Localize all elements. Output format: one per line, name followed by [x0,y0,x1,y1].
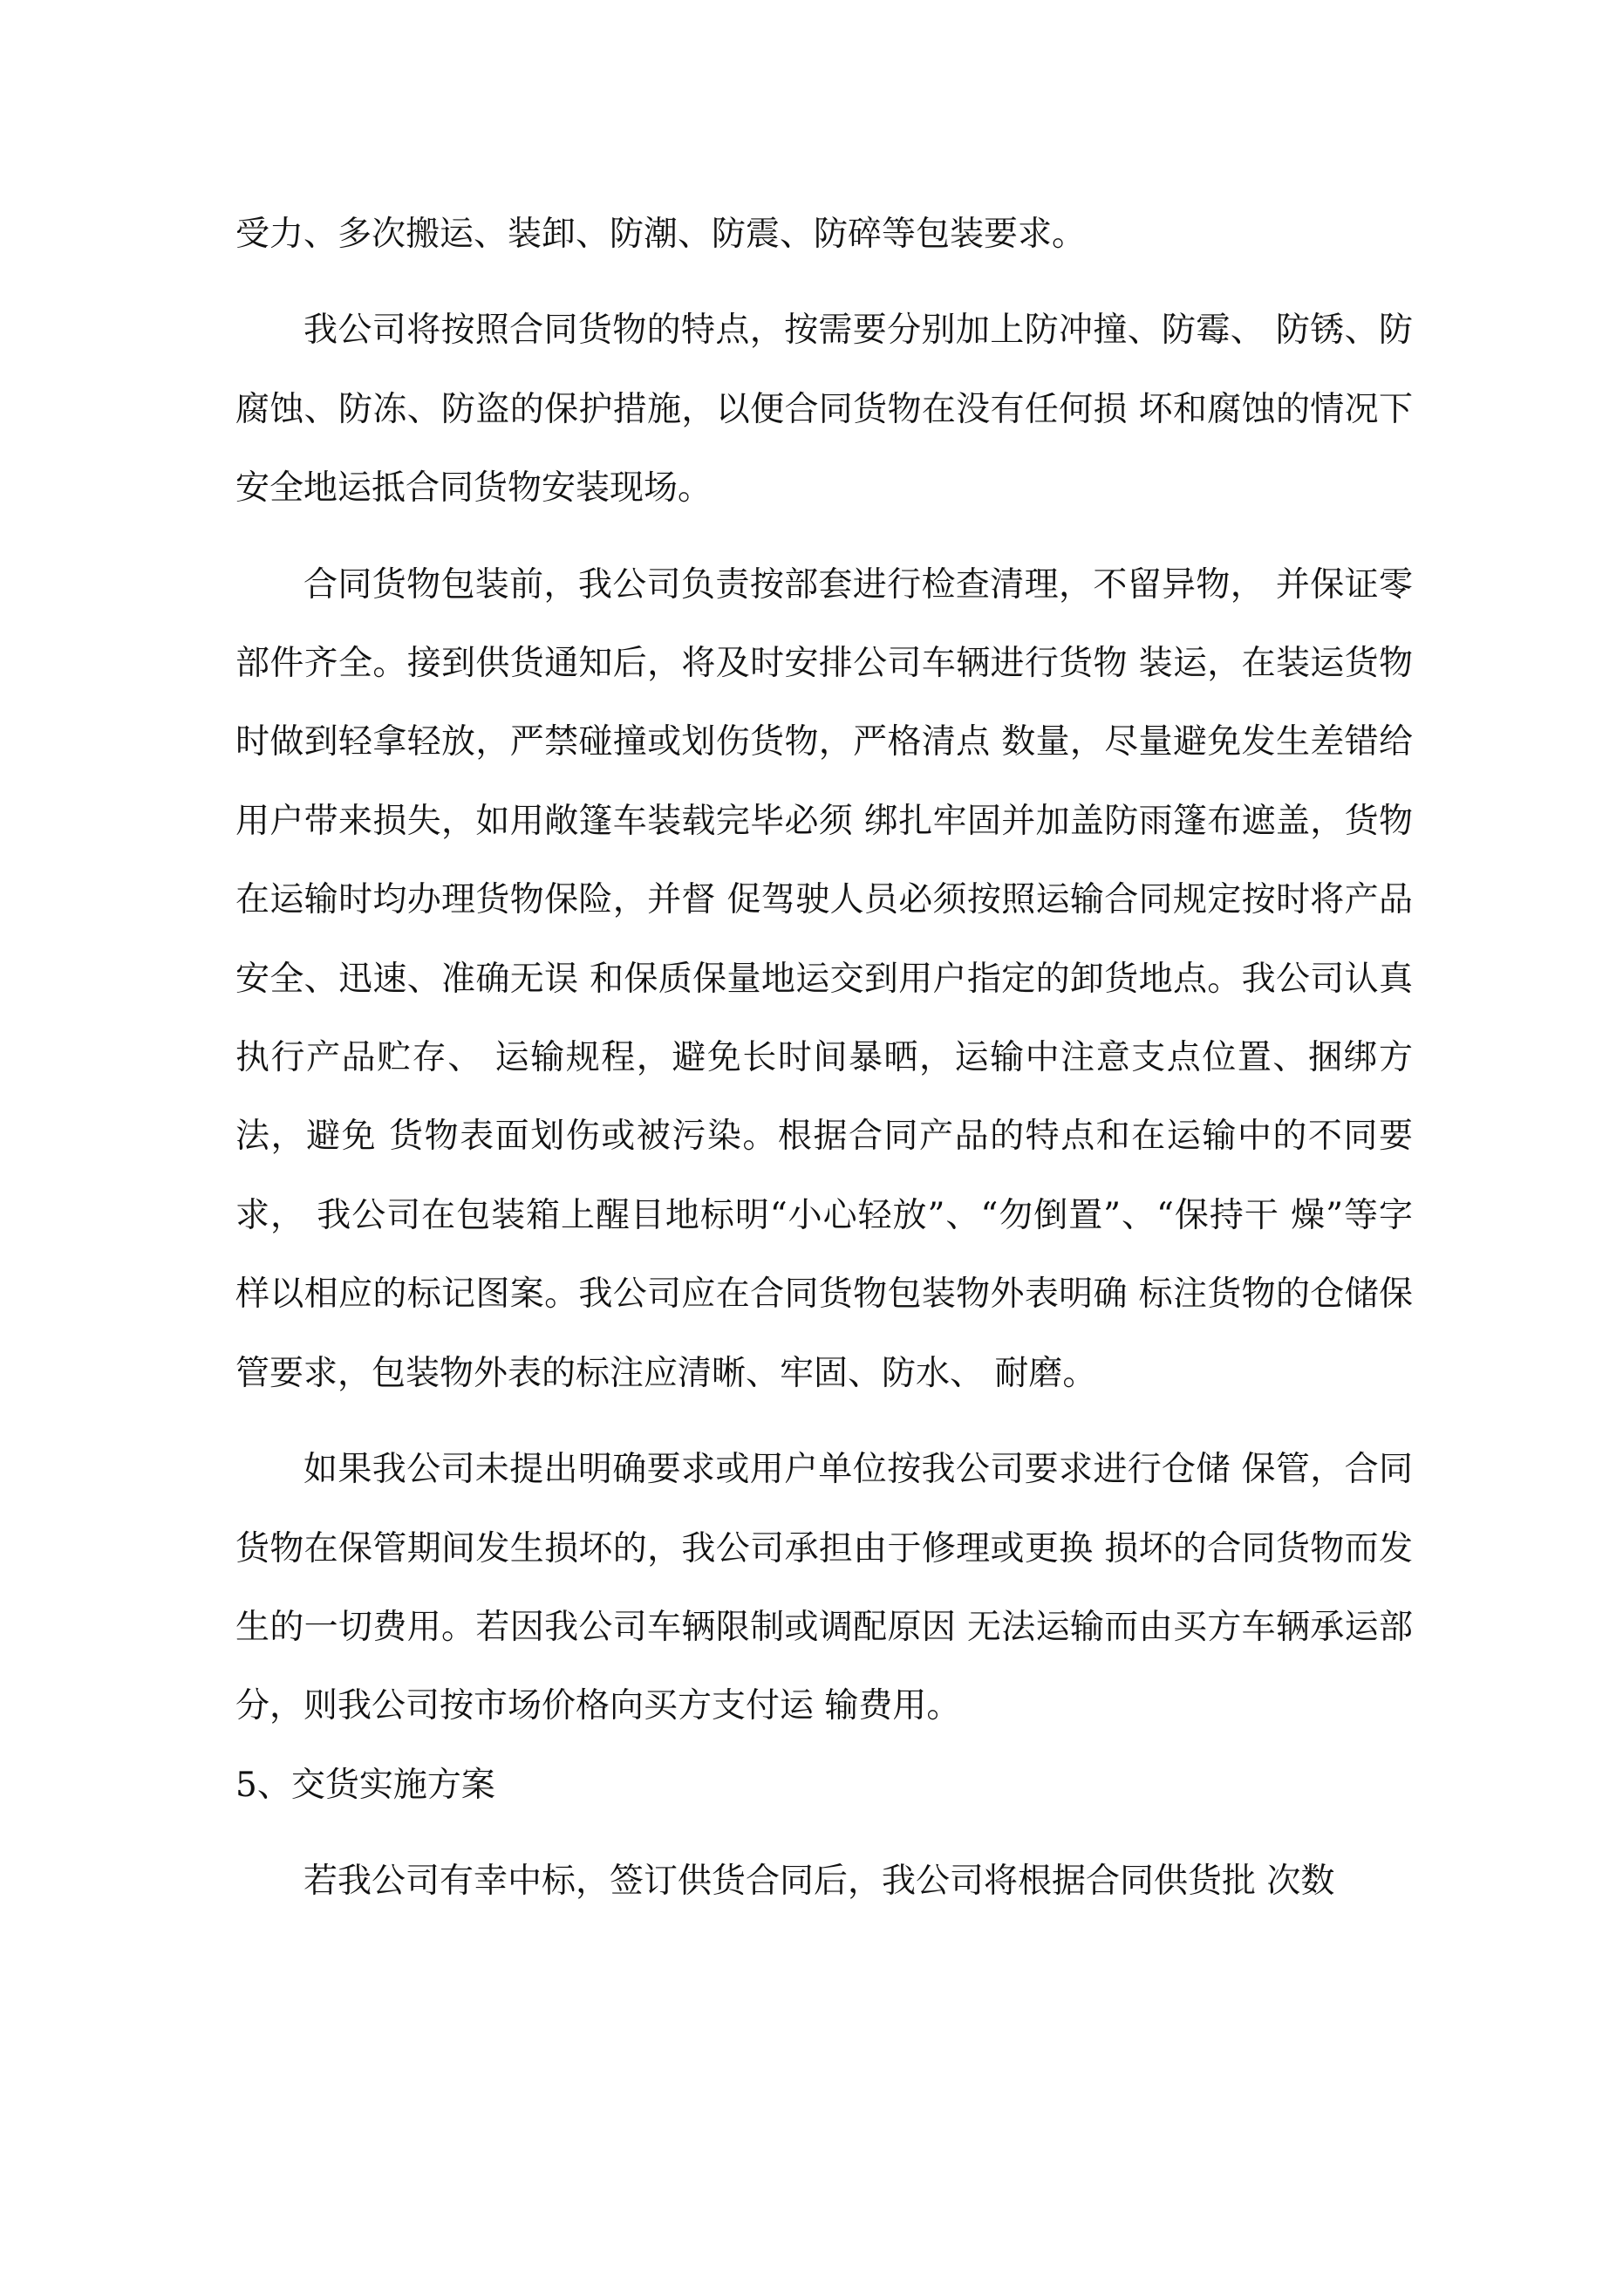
paragraph-protection-measures: 我公司将按照合同货物的特点，按需要分别加上防冲撞、防霉、 防锈、防腐蚀、防冻、防盗的保护措施，以便合同货物在没有任何损 坏和腐蚀的情况下安全地运抵合同货物安装现场。 [235,311,1413,509]
paragraph-storage-liability: 如果我公司未提出明确要求或用户单位按我公司要求进行仓储 保管，合同货物在保管期间发生损坏的，我公司承担由于修理或更换 损坏的合同货物而发生的一切费用。若因我公司车辆限制或调配原因 无法运输而由买方车辆承运部分，则我公司按市场价格向买方支付运 输费用。 [235,1450,1413,1726]
paragraph-packing-transport: 合同货物包装前，我公司负责按部套进行检查清理，不留异物， 并保证零部件齐全。接到供货通知后，将及时安排公司车辆进行货物 装运，在装运货物时做到轻拿轻放，严禁碰撞或划伤货物，严格清点 数量，尽量避免发生差错给用户带来损失，如用敞篷车装载完毕必须 绑扎牢固并加盖防雨篷布遮盖，货物在运输时均办理货物保险，并督 促驾驶人员必须按照运输合同规定按时将产品安全、迅速、准确无误 和保质保量地运交到用户指定的卸货地点。我公司认真执行产品贮存、 运输规程，避免长时间暴晒，运输中注意支点位置、捆绑方法，避免 货物表面划伤或被污染。根据合同产品的特点和在运输中的不同要求， 我公司在包装箱上醒目地标明“小心轻放”、“勿倒置”、“保持干 燥”等字样以相应的标记图案。我公司应在合同货物包装物外表明确 标注货物的仓储保管要求，包装物外表的标注应清晰、牢固、防水、 耐磨。 [235,564,1413,1393]
section-heading-delivery-plan: 5、交货实施方案 [235,1765,495,1805]
paragraph-delivery-plan: 若我公司有幸中标，签订供货合同后，我公司将根据合同供货批 次数 [303,1862,1335,1902]
paragraph-continuation: 受力、多次搬运、装卸、防潮、防震、防碎等包装要求。 [235,215,1087,254]
document-body [235,195,1413,1922]
